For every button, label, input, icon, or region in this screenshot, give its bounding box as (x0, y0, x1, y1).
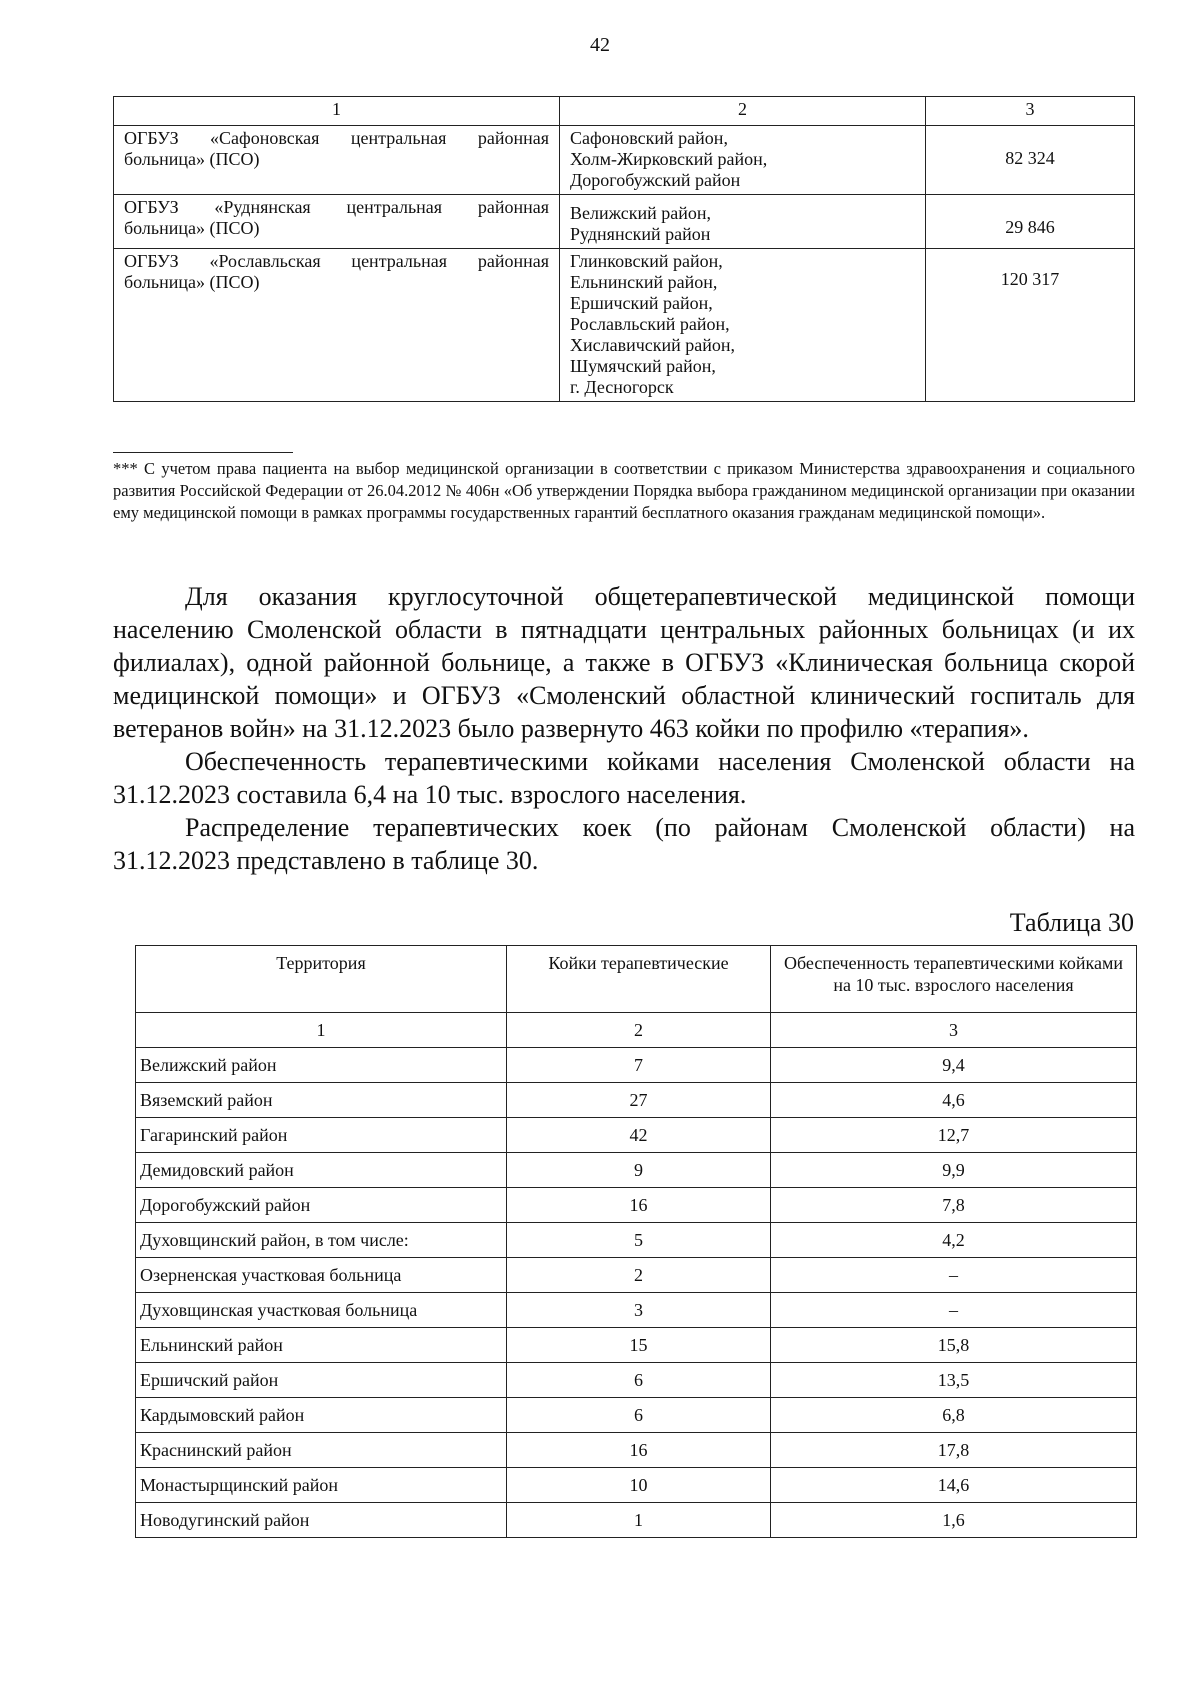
territory-cell: Демидовский район (136, 1153, 507, 1188)
table-row (114, 126, 1135, 195)
org-cell: ОГБУЗ «Сафоновская центральная районная больница» (ПСО) (114, 126, 560, 195)
beds-cell: 2 (507, 1258, 771, 1293)
ratio-cell: – (771, 1258, 1137, 1293)
ratio-cell: 1,6 (771, 1503, 1137, 1538)
table-row (114, 249, 1135, 402)
ratio-cell: 9,4 (771, 1048, 1137, 1083)
territory-cell: Ершичский район (136, 1363, 507, 1398)
territory-cell: Ельнинский район (136, 1328, 507, 1363)
column-number-row (136, 1013, 1137, 1048)
districts-cell: Сафоновский район, Холм-Жирковский район, Дорогобужский район (560, 126, 926, 195)
beds-cell: 10 (507, 1468, 771, 1503)
paragraph: Распределение терапевтических коек (по районам Смоленской области) на 31.12.2023 представлено в таблице 30. (113, 813, 1135, 875)
table-row (136, 1118, 1137, 1153)
beds-cell: 16 (507, 1433, 771, 1468)
org-cell: ОГБУЗ «Рославльская центральная районная больница» (ПСО) (114, 249, 560, 402)
footnote-divider (113, 452, 293, 453)
table-row (136, 1503, 1137, 1538)
ratio-cell: 13,5 (771, 1363, 1137, 1398)
beds-table (135, 945, 1137, 1538)
population-cell: 120 317 (926, 249, 1135, 402)
col-number: 1 (114, 97, 560, 126)
ratio-cell: 12,7 (771, 1118, 1137, 1153)
table-row (136, 1328, 1137, 1363)
districts-cell: Глинковский район, Ельнинский район, Ершичский район, Рославльский район, Хиславичский район, Шумячский район, г. Десногорск (560, 249, 926, 402)
table-row (136, 1398, 1137, 1433)
table-row (136, 1153, 1137, 1188)
territory-cell: Духовщинский район, в том числе: (136, 1223, 507, 1258)
ratio-cell: 15,8 (771, 1328, 1137, 1363)
beds-cell: 3 (507, 1293, 771, 1328)
ratio-cell: 7,8 (771, 1188, 1137, 1223)
col-number: 1 (136, 1013, 507, 1048)
table-row (136, 1433, 1137, 1468)
beds-cell: 1 (507, 1503, 771, 1538)
territory-cell: Монастырщинский район (136, 1468, 507, 1503)
beds-cell: 7 (507, 1048, 771, 1083)
ratio-cell: – (771, 1293, 1137, 1328)
beds-cell: 15 (507, 1328, 771, 1363)
ratio-cell: 9,9 (771, 1153, 1137, 1188)
table-header-row (114, 97, 1135, 126)
ratio-cell: 4,2 (771, 1223, 1137, 1258)
table-row (114, 195, 1135, 249)
territory-cell: Духовщинская участковая больница (136, 1293, 507, 1328)
table-row (136, 1223, 1137, 1258)
beds-cell: 6 (507, 1398, 771, 1433)
table-row (136, 1468, 1137, 1503)
col-number: 3 (926, 97, 1135, 126)
header-territory: Территория (136, 946, 507, 1013)
table-caption: Таблица 30 (1009, 908, 1134, 937)
table-row (136, 1293, 1137, 1328)
page-number: 42 (590, 34, 610, 56)
col-number: 3 (771, 1013, 1137, 1048)
beds-cell: 6 (507, 1363, 771, 1398)
population-cell: 29 846 (926, 195, 1135, 249)
ratio-cell: 4,6 (771, 1083, 1137, 1118)
ratio-cell: 17,8 (771, 1433, 1137, 1468)
header-beds: Койки терапевтические (507, 946, 771, 1013)
beds-cell: 9 (507, 1153, 771, 1188)
beds-cell: 5 (507, 1223, 771, 1258)
body-text (113, 580, 1135, 877)
table-row (136, 1048, 1137, 1083)
territory-cell: Велижский район (136, 1048, 507, 1083)
population-cell: 82 324 (926, 126, 1135, 195)
beds-cell: 16 (507, 1188, 771, 1223)
col-number: 2 (560, 97, 926, 126)
paragraph: Для оказания круглосуточной общетерапевтической медицинской помощи населению Смоленской области в пятнадцати центральных районных больницах (и их филиалах), одной районной больнице, а также в ОГБУЗ «Клиническая больница скорой медицинской помощи» и ОГБУЗ «Смоленский областной клинический госпиталь для ветеранов войн» на 31.12.2023 было развернуто 463 койки по профилю «терапия». (113, 582, 1135, 743)
territory-cell: Озерненская участковая больница (136, 1258, 507, 1293)
districts-cell: Велижский район, Руднянский район (560, 195, 926, 249)
paragraph: Обеспеченность терапевтическими койками населения Смоленской области на 31.12.2023 составила 6,4 на 10 тыс. взрослого населения. (113, 747, 1135, 809)
beds-cell: 42 (507, 1118, 771, 1153)
header-ratio: Обеспеченность терапевтическими койками на 10 тыс. взрослого населения (771, 946, 1137, 1013)
table-row (136, 1083, 1137, 1118)
territory-cell: Кардымовский район (136, 1398, 507, 1433)
beds-cell: 27 (507, 1083, 771, 1118)
territory-cell: Дорогобужский район (136, 1188, 507, 1223)
territory-cell: Вяземский район (136, 1083, 507, 1118)
col-number: 2 (507, 1013, 771, 1048)
table-row (136, 1258, 1137, 1293)
table-row (136, 1188, 1137, 1223)
territory-cell: Краснинский район (136, 1433, 507, 1468)
territory-cell: Гагаринский район (136, 1118, 507, 1153)
ratio-cell: 6,8 (771, 1398, 1137, 1433)
table-header-row (136, 946, 1137, 1013)
footnote: *** С учетом права пациента на выбор медицинской организации в соответствии с приказом Министерства здравоохранения и социального развития Российской Федерации от 26.04.2012 № 406н «Об утверждении Порядка выбора гражданином медицинской организации при оказании ему медицинской помощи в рамках программы государственных гарантий бесплатного оказания гражданам медицинской помощи». (113, 459, 1135, 522)
referral-table (113, 96, 1135, 402)
table-row (136, 1363, 1137, 1398)
territory-cell: Новодугинский район (136, 1503, 507, 1538)
ratio-cell: 14,6 (771, 1468, 1137, 1503)
org-cell: ОГБУЗ «Руднянская центральная районная больница» (ПСО) (114, 195, 560, 249)
